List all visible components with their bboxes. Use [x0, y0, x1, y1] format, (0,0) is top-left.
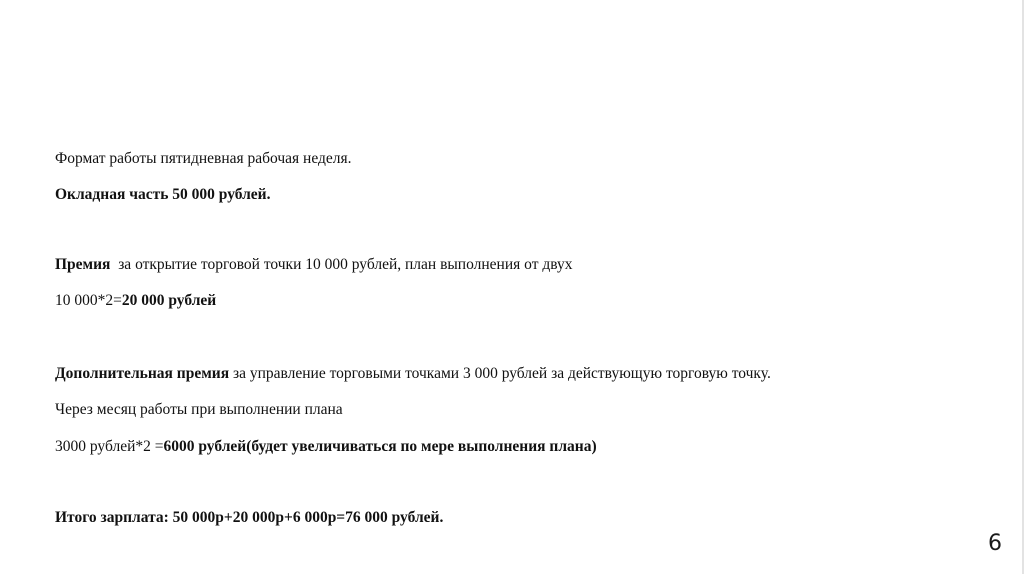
bonus-calculation-line — [55, 292, 216, 310]
base-salary-text: Окладная часть 50 000 рублей. — [55, 186, 271, 203]
bonus-result: 20 000 рублей — [121, 292, 217, 309]
extra-bonus-label: Дополнительная премия — [55, 365, 230, 382]
work-format-text: Формат работы пятидневная рабочая неделя. — [55, 150, 352, 167]
extra-bonus-line — [55, 365, 771, 383]
bonus-formula: 10 000*2= — [55, 292, 122, 309]
extra-bonus-description: за управление торговыми точками 3 000 рублей за действующую торговую точку. — [229, 365, 771, 382]
page-number: 6 — [988, 531, 1002, 556]
bonus-line — [55, 256, 573, 274]
extra-bonus-calculation-line — [55, 438, 597, 456]
extra-bonus-formula: 3000 рублей*2 = — [55, 438, 164, 455]
total-salary-text: Итого зарплата: 50 000р+20 000р+6 000р=76 000 рублей. — [55, 509, 444, 526]
extra-bonus-result: 6000 рублей(будет увеличиваться по мере выполнения плана) — [163, 438, 597, 455]
bonus-description: за открытие торговой точки 10 000 рублей, план выполнения от двух — [110, 256, 573, 273]
plan-condition-text: Через месяц работы при выполнении плана — [55, 401, 343, 418]
bonus-label: Премия — [55, 256, 111, 273]
